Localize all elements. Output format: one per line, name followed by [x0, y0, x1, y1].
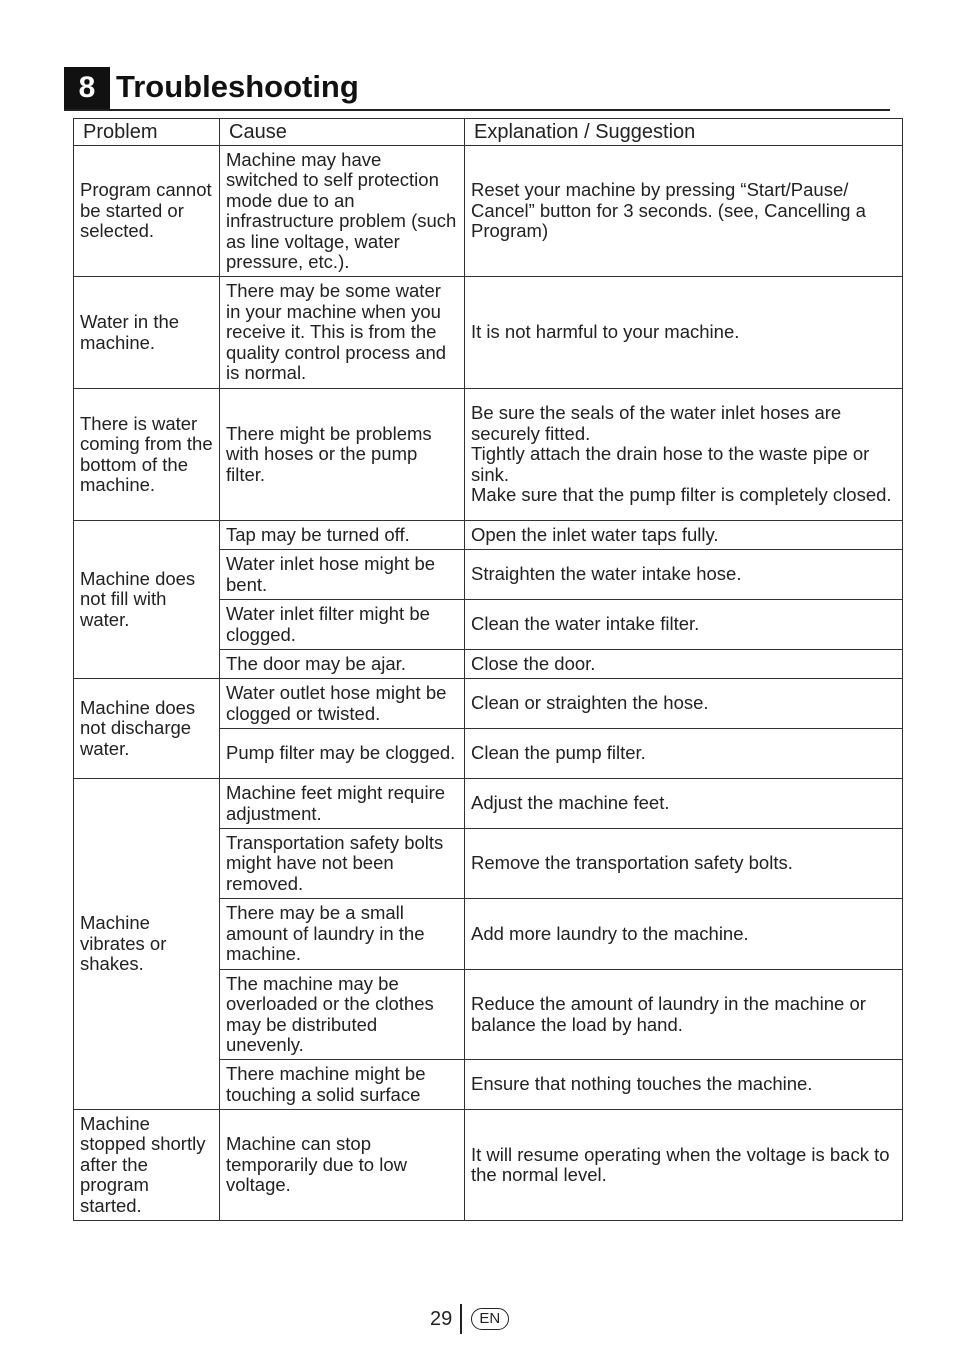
table-row — [74, 389, 903, 521]
explanation-cell: Reset your machine by pressing “Start/Pause/ Cancel” button for 3 seconds. (see, Cancelling a Program) — [465, 146, 903, 277]
cause-cell: There may be a small amount of laundry in the machine. — [220, 899, 465, 970]
explanation-cell: Straighten the water intake hose. — [465, 550, 903, 600]
cause-cell: The machine may be overloaded or the clothes may be distributed unevenly. — [220, 970, 465, 1060]
table-row — [74, 277, 903, 389]
explanation-cell: Be sure the seals of the water inlet hoses are securely fitted. Tightly attach the drain hose to the waste pipe or sink. Make sure that the pump filter is completely closed. — [465, 389, 903, 521]
explanation-cell: It is not harmful to your machine. — [465, 277, 903, 389]
header-cause: Cause — [220, 119, 465, 146]
explanation-cell: It will resume operating when the voltage is back to the normal level. — [465, 1110, 903, 1221]
explanation-cell: Remove the transportation safety bolts. — [465, 829, 903, 899]
section-number: 8 — [64, 67, 110, 109]
cause-cell: There may be some water in your machine when you receive it. This is from the quality control process and is normal. — [220, 277, 465, 389]
problem-cell: Machine stopped shortly after the program started. — [74, 1110, 220, 1221]
page-number: 29 — [430, 1307, 453, 1330]
explanation-cell: Clean the pump filter. — [465, 729, 903, 779]
header-explanation: Explanation / Suggestion — [465, 119, 903, 146]
page-footer — [430, 1304, 509, 1334]
explanation-cell: Adjust the machine feet. — [465, 779, 903, 829]
problem-cell: Water in the machine. — [74, 277, 220, 389]
cause-cell: The door may be ajar. — [220, 650, 465, 679]
problem-cell: Machine does not discharge water. — [74, 679, 220, 779]
section-header — [64, 67, 890, 111]
explanation-cell: Ensure that nothing touches the machine. — [465, 1060, 903, 1110]
table-row — [74, 679, 903, 729]
table-row — [74, 779, 903, 829]
problem-cell: Program cannot be started or selected. — [74, 146, 220, 277]
cause-cell: There machine might be touching a solid surface — [220, 1060, 465, 1110]
table-row — [74, 1110, 903, 1221]
problem-cell: Machine does not fill with water. — [74, 521, 220, 679]
cause-cell: Pump filter may be clogged. — [220, 729, 465, 779]
explanation-cell: Close the door. — [465, 650, 903, 679]
cause-cell: Machine may have switched to self protection mode due to an infrastructure problem (such as line voltage, water pressure, etc.). — [220, 146, 465, 277]
table-header-row — [74, 119, 903, 146]
explanation-cell: Reduce the amount of laundry in the machine or balance the load by hand. — [465, 970, 903, 1060]
explanation-cell: Clean the water intake filter. — [465, 600, 903, 650]
explanation-cell: Open the inlet water taps fully. — [465, 521, 903, 550]
table-row — [74, 146, 903, 277]
cause-cell: Machine feet might require adjustment. — [220, 779, 465, 829]
language-badge: EN — [471, 1308, 509, 1330]
cause-cell: Water inlet filter might be clogged. — [220, 600, 465, 650]
troubleshooting-table — [73, 118, 903, 1221]
section-title: Troubleshooting — [116, 69, 359, 104]
table-row — [74, 521, 903, 550]
cause-cell: Tap may be turned off. — [220, 521, 465, 550]
header-problem: Problem — [74, 119, 220, 146]
cause-cell: Transportation safety bolts might have not been removed. — [220, 829, 465, 899]
cause-cell: Machine can stop temporarily due to low voltage. — [220, 1110, 465, 1221]
footer-divider — [460, 1304, 462, 1334]
explanation-cell: Add more laundry to the machine. — [465, 899, 903, 970]
cause-cell: There might be problems with hoses or the pump filter. — [220, 389, 465, 521]
cause-cell: Water outlet hose might be clogged or twisted. — [220, 679, 465, 729]
explanation-cell: Clean or straighten the hose. — [465, 679, 903, 729]
problem-cell: Machine vibrates or shakes. — [74, 779, 220, 1110]
cause-cell: Water inlet hose might be bent. — [220, 550, 465, 600]
problem-cell: There is water coming from the bottom of the machine. — [74, 389, 220, 521]
